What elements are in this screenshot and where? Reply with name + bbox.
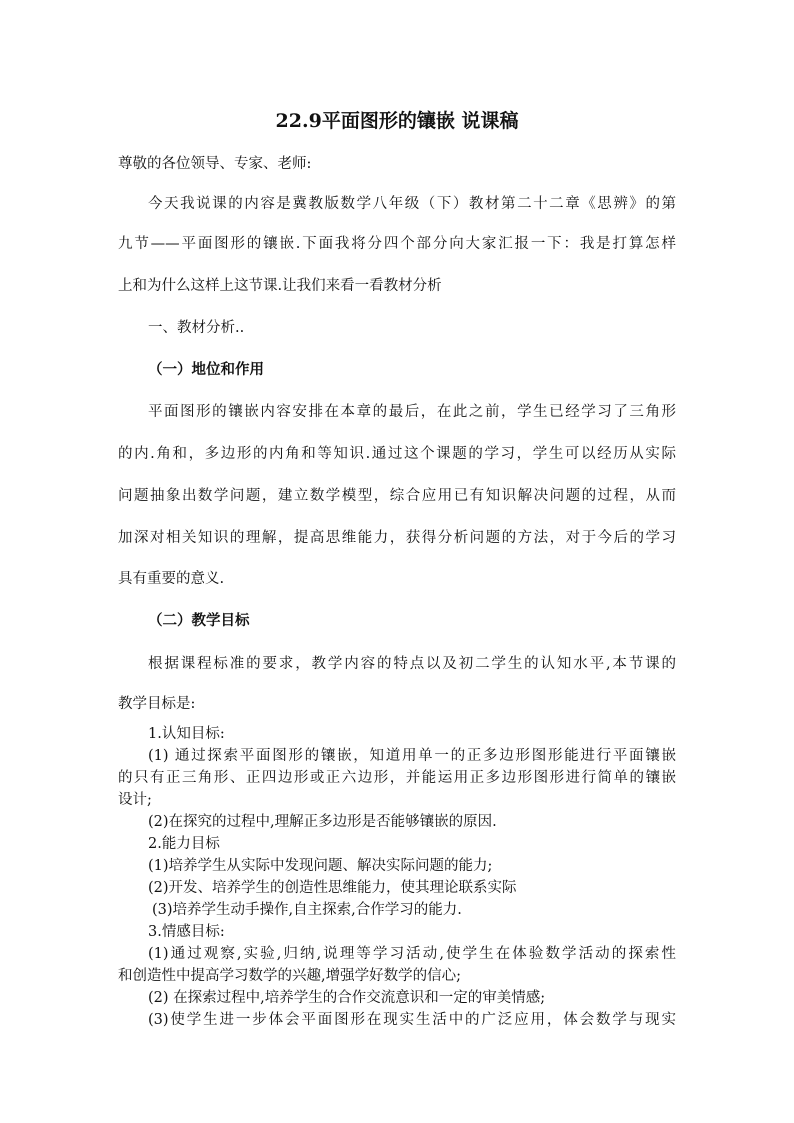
body-line: 的内.角和，多边形的内角和等知识.通过这个课题的学习，学生可以经历从实际 xyxy=(118,446,676,462)
objective-line: 2.能力目标 xyxy=(148,836,220,852)
objective-line: (1) 通过探索平面图形的镶嵌，知道用单一的正多边形图形能进行平面镶嵌 xyxy=(148,748,676,764)
body-line: 具有重要的意义. xyxy=(118,571,225,587)
subsection-heading: （一）地位和作用 xyxy=(148,361,264,378)
body-line: 教学目标是: xyxy=(118,696,196,712)
objective-line: 设计; xyxy=(118,792,152,808)
body-line: 根据课程标准的要求，教学内容的特点以及初二学生的认知水平,本节课的 xyxy=(148,656,676,672)
intro-line: 上和为什么这样上这节课.让我们来看一看教材分析 xyxy=(118,278,442,294)
intro-line: 九节——平面图形的镶嵌.下面我将分四个部分向大家汇报一下：我是打算怎样 xyxy=(118,236,676,252)
page-title: 22.9平面图形的镶嵌 说课稿 xyxy=(275,110,519,132)
body-line: 平面图形的镶嵌内容安排在本章的最后，在此之前，学生已经学习了三角形 xyxy=(148,404,676,420)
objective-line: (2)在探究的过程中,理解正多边形是否能够镶嵌的原因. xyxy=(148,814,497,830)
objective-line: (3)培养学生动手操作,自主探索,合作学习的能力. xyxy=(152,902,462,918)
objective-line: (1)培养学生从实际中发现问题、解决实际问题的能力; xyxy=(148,858,493,874)
objective-line: 1.认知目标: xyxy=(148,726,225,742)
subsection-heading: （二）教学目标 xyxy=(148,612,250,629)
objective-line: 3.情感目标: xyxy=(148,924,225,940)
section-heading: 一、教材分析.. xyxy=(148,320,245,336)
objective-line: 和创造性中提高学习数学的兴趣,增强学好数学的信心; xyxy=(118,968,461,984)
intro-line: 今天我说课的内容是冀教版数学八年级（下）教材第二十二章《思辨》的第 xyxy=(148,196,676,212)
body-line: 加深对相关知识的理解，提高思维能力，获得分析问题的方法，对于今后的学习 xyxy=(118,530,676,546)
objective-line: (2) 在探索过程中,培养学生的合作交流意识和一定的审美情感; xyxy=(148,990,546,1006)
objective-line: 的只有正三角形、正四边形或正六边形，并能运用正多边形图形进行简单的镶嵌 xyxy=(118,770,676,786)
objective-line: (3)使学生进一步体会平面图形在现实生活中的广泛应用，体会数学与现实 xyxy=(148,1012,676,1028)
objective-line: (2)开发、培养学生的创造性思维能力，使其理论联系实际 xyxy=(148,880,517,896)
salutation: 尊敬的各位领导、专家、老师: xyxy=(118,156,312,172)
objective-line: (1)通过观察,实验,归纳,说理等学习活动,使学生在体验数学活动的探索性 xyxy=(148,946,676,962)
body-line: 问题抽象出数学问题，建立数学模型，综合应用已有知识解决问题的过程，从而 xyxy=(118,488,676,504)
